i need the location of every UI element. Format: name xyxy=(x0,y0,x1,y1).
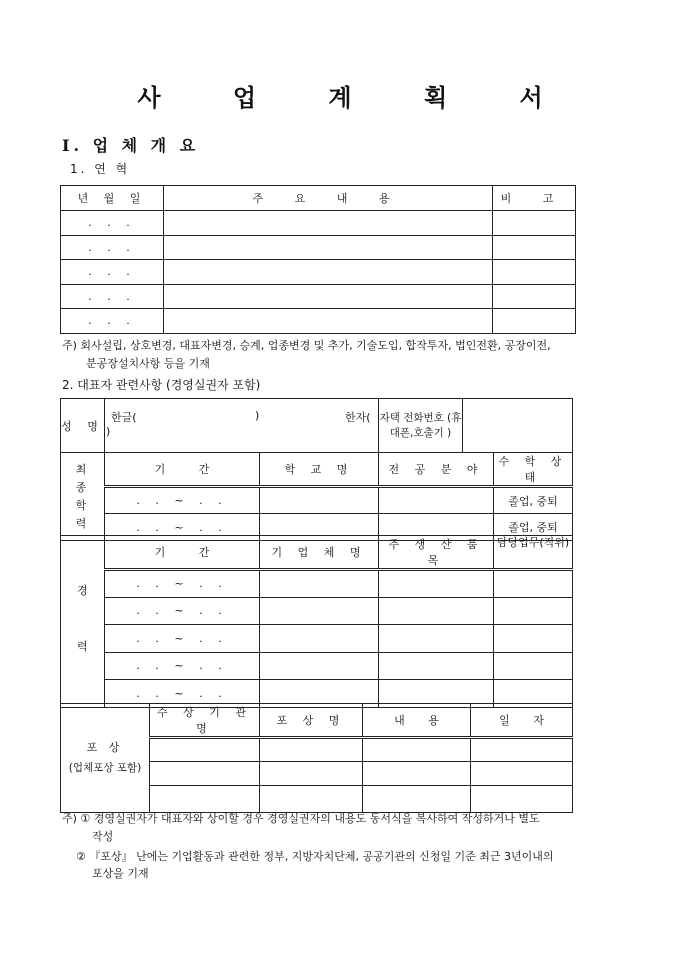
product-cell[interactable] xyxy=(379,625,494,653)
education-table xyxy=(60,452,573,541)
history-heading: 1. 연 혁 xyxy=(70,162,131,176)
institution-cell[interactable] xyxy=(150,762,260,786)
major-cell[interactable] xyxy=(379,487,494,514)
content-cell[interactable] xyxy=(164,211,493,236)
award-content-cell[interactable] xyxy=(363,762,471,786)
section-heading: Ⅰ. 업 체 개 요 xyxy=(62,136,200,155)
education-label: 최종 학력 xyxy=(61,453,105,541)
table-row xyxy=(61,284,576,309)
award-content-cell[interactable] xyxy=(363,738,471,762)
award-name-cell[interactable] xyxy=(260,786,363,813)
table-row xyxy=(61,260,576,285)
date-cell[interactable]: . . . xyxy=(61,211,164,236)
table-row xyxy=(61,487,573,514)
col-product: 주 생 산 품 목 xyxy=(379,536,494,570)
remarks-cell[interactable] xyxy=(493,235,576,260)
remarks-cell[interactable] xyxy=(493,211,576,236)
date-cell[interactable]: . . . xyxy=(61,235,164,260)
duty-cell[interactable] xyxy=(494,597,573,625)
award-date-cell[interactable] xyxy=(471,762,573,786)
career-label-top: 경 xyxy=(77,584,88,597)
career-table xyxy=(60,535,573,708)
col-period: 기 간 xyxy=(105,536,260,570)
duty-cell[interactable] xyxy=(494,570,573,598)
company-cell[interactable] xyxy=(260,570,379,598)
table-row xyxy=(61,235,576,260)
col-status: 수 학 상 태 xyxy=(494,453,573,487)
col-company: 기 업 체 명 xyxy=(260,536,379,570)
col-award-date: 일 자 xyxy=(471,704,573,738)
name-korean-label: 한글( xyxy=(111,411,137,424)
product-cell[interactable] xyxy=(379,570,494,598)
col-institution: 수 상 기 관 명 xyxy=(150,704,260,738)
period-cell[interactable]: . . ~ . . xyxy=(105,652,260,680)
award-content-cell[interactable] xyxy=(363,786,471,813)
col-school: 학 교 명 xyxy=(260,453,379,487)
product-cell[interactable] xyxy=(379,597,494,625)
awards-table xyxy=(60,703,573,813)
col-award-content: 내 용 xyxy=(363,704,471,738)
content-cell[interactable] xyxy=(164,235,493,260)
rep-note2-line2: 포상을 기재 xyxy=(92,867,149,880)
school-cell[interactable] xyxy=(260,487,379,514)
document-title: 사 업 계 획 서 xyxy=(137,83,575,112)
col-period: 기 간 xyxy=(105,453,260,487)
phone-field[interactable] xyxy=(463,399,573,453)
company-cell[interactable] xyxy=(260,597,379,625)
award-name-cell[interactable] xyxy=(260,762,363,786)
remarks-cell[interactable] xyxy=(493,260,576,285)
col-award-name: 포 상 명 xyxy=(260,704,363,738)
name-label: 성 명 xyxy=(61,399,105,453)
table-row xyxy=(61,652,573,680)
period-cell[interactable]: . . ~ . . xyxy=(105,680,260,708)
history-table xyxy=(60,185,576,334)
remarks-cell[interactable] xyxy=(493,284,576,309)
date-cell[interactable]: . . . xyxy=(61,309,164,334)
date-cell[interactable]: . . . xyxy=(61,260,164,285)
remarks-cell[interactable] xyxy=(493,309,576,334)
period-cell[interactable]: . . ~ . . xyxy=(105,514,260,541)
name-korean-close: ) xyxy=(255,409,260,422)
col-duty: 담당업무(직위) xyxy=(494,536,573,570)
table-row xyxy=(61,597,573,625)
awards-sublabel: (업체포상 포함) xyxy=(68,762,142,774)
col-major: 전 공 분 야 xyxy=(379,453,494,487)
rep-note2-line1: ② 『포상』 난에는 기업활동과 관련한 정부, 지방자치단체, 공공기관의 신청일 기준 최근 3년이내의 xyxy=(76,850,554,863)
career-label xyxy=(61,536,105,708)
period-cell[interactable]: . . ~ . . xyxy=(105,625,260,653)
table-row xyxy=(61,625,573,653)
company-cell[interactable] xyxy=(260,652,379,680)
date-cell[interactable]: . . . xyxy=(61,284,164,309)
content-cell[interactable] xyxy=(164,284,493,309)
period-cell[interactable]: . . ~ . . xyxy=(105,597,260,625)
award-name-cell[interactable] xyxy=(260,738,363,762)
award-date-cell[interactable] xyxy=(471,738,573,762)
career-label-bottom: 력 xyxy=(77,640,88,653)
table-row xyxy=(61,309,576,334)
col-remarks: 비 고 xyxy=(493,186,576,211)
awards-label xyxy=(61,704,150,813)
company-cell[interactable] xyxy=(260,625,379,653)
institution-cell[interactable] xyxy=(150,786,260,813)
status-cell[interactable]: 졸업, 중퇴 xyxy=(494,514,573,541)
awards-label-text: 포 상 xyxy=(86,741,124,754)
product-cell[interactable] xyxy=(379,652,494,680)
rep-note1-line2: 작성 xyxy=(92,830,114,843)
name-hanja-close: ) xyxy=(106,425,111,438)
duty-cell[interactable] xyxy=(494,652,573,680)
duty-cell[interactable] xyxy=(494,625,573,653)
name-table xyxy=(60,398,573,453)
name-hanja-label: 한자( xyxy=(345,411,371,424)
history-note-line2: 분공장설치사항 등을 기재 xyxy=(86,357,210,370)
period-cell[interactable]: . . ~ . . xyxy=(105,570,260,598)
history-note-line1: 주) 회사설립, 상호변경, 대표자변경, 승계, 업종변경 및 추가, 기술도입, 합작투자, 법인전환, 공장이전, xyxy=(62,339,551,352)
content-cell[interactable] xyxy=(164,260,493,285)
content-cell[interactable] xyxy=(164,309,493,334)
col-date: 년 월 일 xyxy=(61,186,164,211)
representative-heading: 2. 대표자 관련사항 (경영실권자 포함) xyxy=(62,378,261,392)
phone-label: 자택 전화번호 (휴대폰,호출기 ) xyxy=(379,399,463,453)
table-row xyxy=(61,570,573,598)
period-cell[interactable]: . . ~ . . xyxy=(105,487,260,514)
award-date-cell[interactable] xyxy=(471,786,573,813)
col-content: 주 요 내 용 xyxy=(164,186,493,211)
name-field[interactable] xyxy=(105,399,379,453)
institution-cell[interactable] xyxy=(150,738,260,762)
table-row xyxy=(61,211,576,236)
rep-note1-line1: 주) ① 경영실권자가 대표자와 상이할 경우 경영실권자의 내용도 동서식을 복사하여 작성하거나 별도 xyxy=(62,812,540,825)
status-cell[interactable]: 졸업, 중퇴 xyxy=(494,487,573,514)
